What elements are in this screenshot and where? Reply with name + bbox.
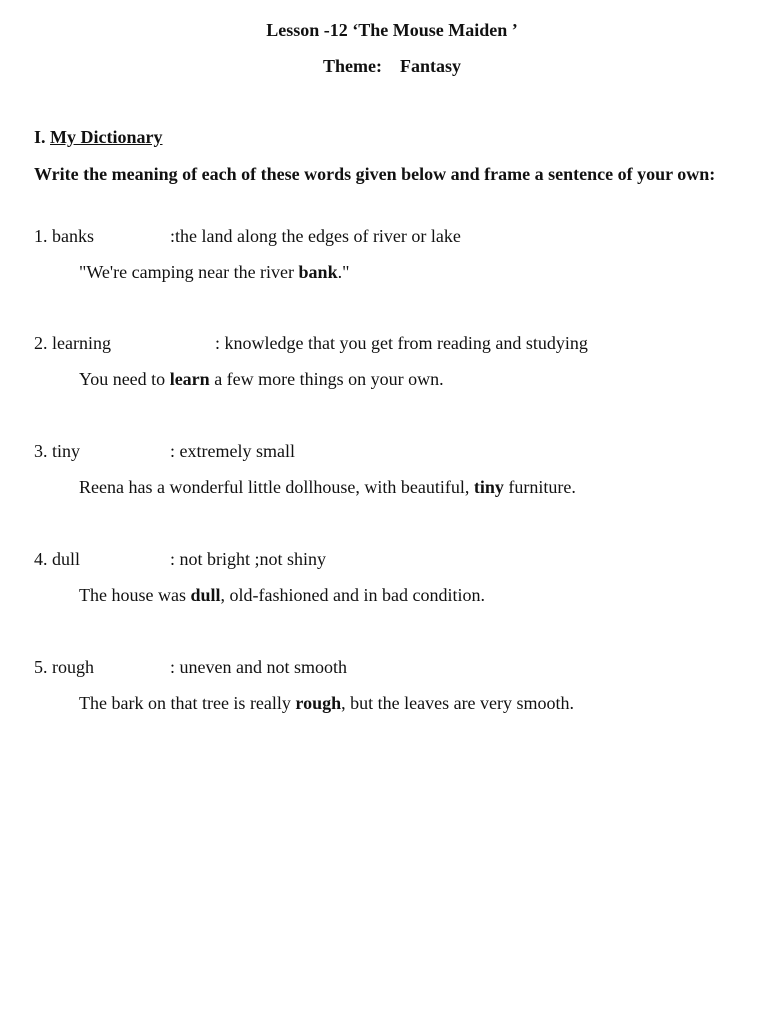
section-title: My Dictionary [50, 127, 163, 147]
entry-meaning-learning: : knowledge that you get from reading and studying [215, 333, 588, 353]
sentence-text: , old-fashioned and in bad condition. [220, 585, 485, 605]
sentence-text: "We're camping near the river [79, 262, 299, 282]
sentence-text: The house was [79, 585, 191, 605]
sentence-keyword: dull [190, 585, 221, 605]
entry-meaning-rough: : uneven and not smooth [170, 657, 347, 677]
entry-word-tiny: 3. tiny [34, 441, 81, 461]
entry-word-rough: 5. rough [34, 657, 94, 677]
sentence-keyword: tiny [473, 477, 504, 497]
lesson-theme: Theme: Fantasy [323, 56, 461, 76]
sentence-text: You need to [79, 369, 170, 389]
lesson-title: Lesson -12 ‘The Mouse Maiden ’ [266, 20, 518, 40]
section-number: I. [34, 127, 46, 147]
entry-sentence-rough [79, 691, 574, 715]
entry-meaning-tiny: : extremely small [170, 441, 295, 461]
sentence-text: furniture. [503, 477, 576, 497]
entry-word-learning: 2. learning [34, 333, 111, 353]
sentence-keyword: rough [295, 693, 342, 713]
sentence-text: Reena has a wonderful little dollhouse, with beautiful, [79, 477, 474, 497]
sentence-text: , but the leaves are very smooth. [341, 693, 575, 713]
entry-sentence-dull [79, 583, 485, 607]
entry-meaning-banks: :the land along the edges of river or lake [170, 226, 461, 246]
sentence-text: ." [337, 262, 350, 282]
entry-word-banks: 1. banks [34, 226, 94, 246]
sentence-keyword: bank [298, 262, 338, 282]
sentence-text: The bark on that tree is really [79, 693, 296, 713]
entry-meaning-dull: : not bright ;not shiny [170, 549, 327, 569]
entry-sentence-banks [79, 260, 349, 284]
section-heading [34, 125, 163, 149]
entry-sentence-learning [79, 367, 444, 391]
entry-word-dull: 4. dull [34, 549, 81, 569]
sentence-text: a few more things on your own. [209, 369, 444, 389]
instruction-text: Write the meaning of each of these words given below and frame a sentence of your own: [34, 164, 716, 184]
entry-sentence-tiny [79, 475, 576, 499]
sentence-keyword: learn [169, 369, 210, 389]
